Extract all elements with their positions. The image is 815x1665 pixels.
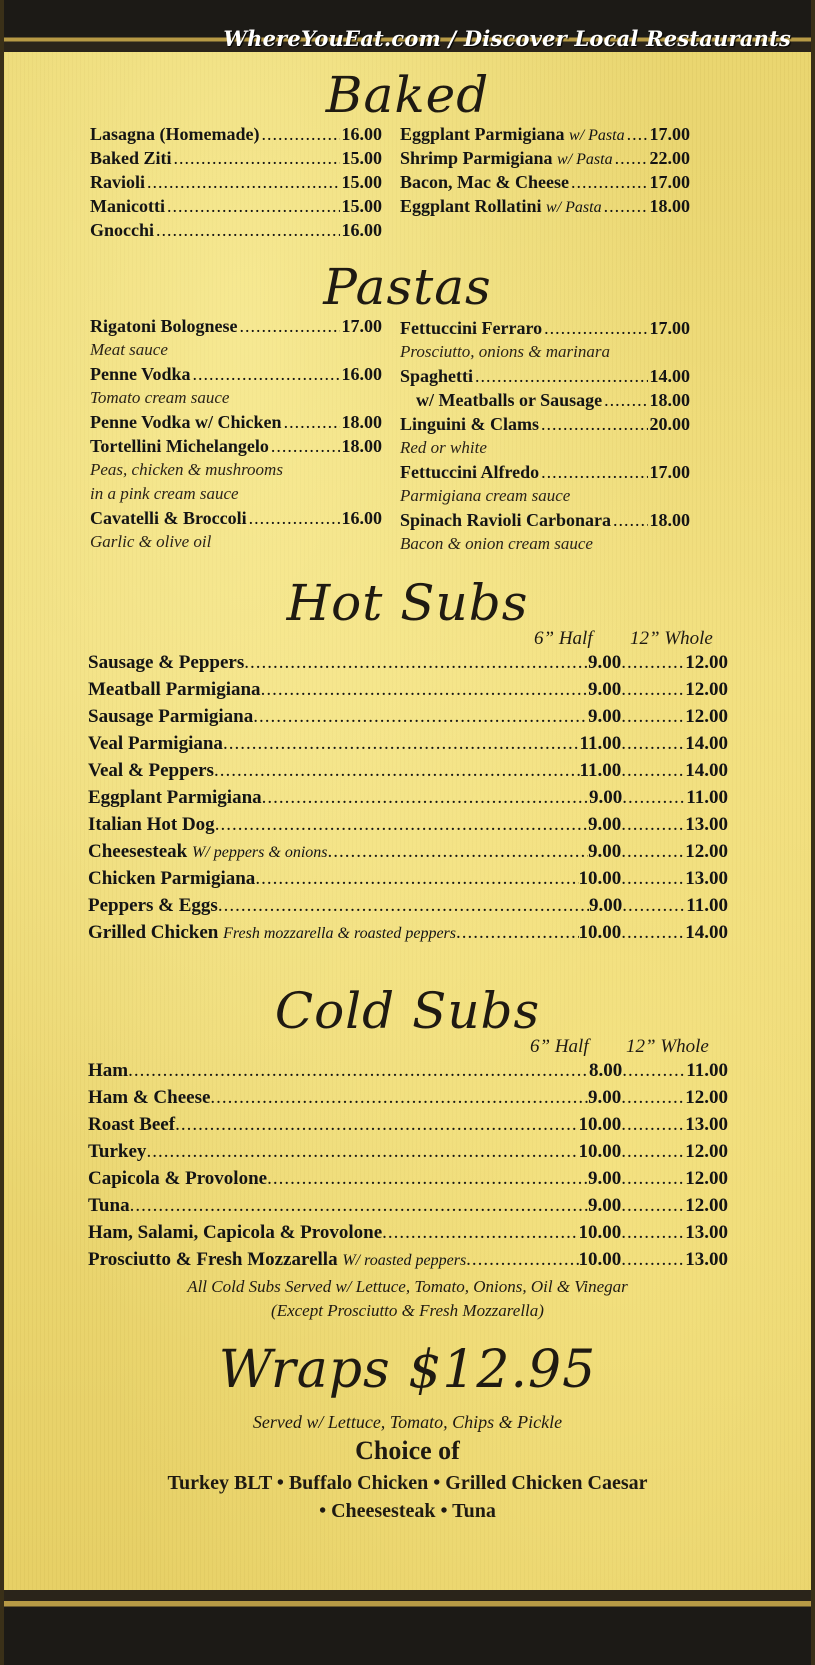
whole-price: 13.00 — [685, 1222, 728, 1243]
whole-price: 12.00 — [685, 1195, 728, 1216]
sub-item — [88, 679, 728, 701]
item-price: 18.00 — [649, 196, 690, 216]
half-price: 9.00 — [588, 841, 622, 862]
half-price: 10.00 — [578, 922, 622, 943]
whole-price: 14.00 — [685, 733, 728, 754]
sub-item — [88, 787, 728, 809]
sub-item — [88, 868, 728, 890]
item-name: w/ Meatballs or Sausage — [416, 390, 603, 410]
item-name: Roast Beef — [88, 1114, 176, 1135]
item-description: Tomato cream sauce — [90, 388, 230, 407]
item-description: Bacon & onion cream sauce — [400, 534, 593, 553]
item-description: in a pink cream sauce — [90, 484, 239, 503]
item-name: Penne Vodka — [90, 364, 191, 384]
item-name: Manicotti — [90, 196, 165, 216]
menu-item — [400, 172, 690, 193]
col-whole-header: 12” Whole — [630, 628, 713, 649]
whole-price: 12.00 — [685, 679, 728, 700]
menu-item — [400, 414, 690, 435]
menu-item — [400, 510, 690, 531]
whole-price: 14.00 — [685, 760, 728, 781]
item-price: 17.00 — [649, 318, 690, 338]
menu-item — [90, 508, 382, 529]
sub-item — [88, 760, 728, 782]
item-name: Ham, Salami, Capicola & Provolone — [88, 1222, 383, 1243]
half-price: 9.00 — [588, 1195, 622, 1216]
item-name: Eggplant Rollatini — [400, 196, 542, 216]
item-name: Ham & Cheese — [88, 1087, 211, 1108]
menu-item — [416, 390, 690, 411]
sub-item — [88, 895, 728, 917]
item-price: 16.00 — [341, 220, 382, 240]
item-price: 18.00 — [649, 390, 690, 410]
half-price: 9.00 — [588, 706, 622, 727]
half-price: 9.00 — [589, 787, 623, 808]
item-price: 22.00 — [649, 148, 690, 168]
item-description: Red or white — [400, 438, 487, 457]
item-price: 16.00 — [341, 364, 382, 384]
sub-item — [88, 1087, 728, 1109]
item-name: Bacon, Mac & Cheese — [400, 172, 569, 192]
item-name: Ravioli — [90, 172, 146, 192]
menu-item — [90, 172, 382, 193]
item-name: Fettuccini Ferraro — [400, 318, 543, 338]
item-price: 18.00 — [649, 510, 690, 530]
wraps-choice-title: Choice of — [355, 1436, 460, 1465]
item-name: Spinach Ravioli Carbonara — [400, 510, 612, 530]
cold-subs-footnote-exception: (Except Prosciutto & Fresh Mozzarella) — [271, 1301, 544, 1320]
sub-item — [88, 652, 728, 674]
item-name: Grilled Chicken — [88, 922, 219, 943]
item-name: Spaghetti — [400, 366, 474, 386]
sub-item — [88, 1222, 728, 1244]
col-half-header: 6” Half — [530, 1036, 589, 1057]
menu-item — [400, 462, 690, 483]
item-name: Italian Hot Dog — [88, 814, 215, 835]
item-price: 15.00 — [341, 172, 382, 192]
sub-item — [88, 1060, 728, 1082]
menu-item — [400, 124, 690, 145]
item-note: w/ Pasta — [569, 127, 625, 144]
item-note: w/ Pasta — [557, 151, 613, 168]
sub-item — [88, 706, 728, 728]
menu-item — [90, 124, 382, 145]
whole-price: 12.00 — [685, 706, 728, 727]
half-price: 10.00 — [578, 1141, 622, 1162]
item-name: Rigatoni Bolognese — [90, 316, 238, 336]
sub-item — [88, 733, 728, 755]
wraps-served-with: Served w/ Lettuce, Tomato, Chips & Pickle — [252, 1412, 563, 1432]
item-price: 18.00 — [341, 436, 382, 456]
item-name: Tuna — [88, 1195, 130, 1216]
menu-item — [400, 366, 690, 387]
item-note: W/ roasted peppers — [342, 1252, 467, 1269]
sub-item — [88, 922, 728, 944]
whole-price: 13.00 — [685, 1114, 728, 1135]
item-name: Penne Vodka w/ Chicken — [90, 412, 282, 432]
item-name: Gnocchi — [90, 220, 155, 240]
item-price: 20.00 — [649, 414, 690, 434]
sub-item — [88, 841, 728, 863]
item-description: Peas, chicken & mushrooms — [90, 460, 283, 479]
item-description: Prosciutto, onions & marinara — [400, 342, 610, 361]
item-name: Baked Ziti — [90, 148, 172, 168]
col-half-header: 6” Half — [534, 628, 593, 649]
item-note: Fresh mozzarella & roasted peppers — [223, 925, 456, 942]
item-note: w/ Pasta — [546, 199, 602, 216]
whole-price: 12.00 — [685, 1087, 728, 1108]
whole-price: 11.00 — [686, 1060, 728, 1081]
item-price: 15.00 — [341, 196, 382, 216]
item-price: 15.00 — [341, 148, 382, 168]
menu-item — [90, 412, 382, 433]
wraps-heading: Wraps $12.95 — [218, 1340, 597, 1400]
item-price: 16.00 — [341, 508, 382, 528]
cold-subs-footnote: All Cold Subs Served w/ Lettuce, Tomato, Onions, Oil & Vinegar — [187, 1277, 628, 1296]
item-price: 17.00 — [341, 316, 382, 336]
half-price: 9.00 — [588, 1168, 622, 1189]
half-price: 10.00 — [578, 1222, 622, 1243]
half-price: 11.00 — [579, 733, 622, 754]
item-name: Linguini & Clams — [400, 414, 540, 434]
item-name: Capicola & Provolone — [88, 1168, 268, 1189]
half-price: 9.00 — [588, 679, 622, 700]
wraps-choices: Turkey BLT • Buffalo Chicken • Grilled Chicken Caesar — [167, 1472, 648, 1494]
whole-price: 13.00 — [685, 868, 728, 889]
whole-price: 12.00 — [685, 841, 728, 862]
item-name: Sausage Parmigiana — [88, 706, 254, 727]
item-price: 17.00 — [649, 172, 690, 192]
sub-item — [88, 814, 728, 836]
whole-price: 11.00 — [686, 787, 728, 808]
item-name: Eggplant Parmigiana — [88, 787, 262, 808]
half-price: 9.00 — [589, 895, 623, 916]
item-note: W/ peppers & onions — [191, 844, 328, 861]
menu-item — [400, 148, 690, 169]
item-price: 16.00 — [341, 124, 382, 144]
menu-item — [90, 196, 382, 217]
sub-item — [88, 1168, 728, 1190]
site-banner[interactable]: WhereYouEat.com / Discover Local Restaurants — [223, 26, 791, 51]
menu-item — [90, 436, 382, 457]
item-name: Cheesesteak — [88, 841, 188, 862]
item-description: Garlic & olive oil — [90, 532, 212, 551]
menu-item — [90, 148, 382, 169]
whole-price: 12.00 — [685, 652, 728, 673]
item-name: Eggplant Parmigiana — [400, 124, 565, 144]
half-price: 10.00 — [578, 1114, 622, 1135]
item-name: Shrimp Parmigiana — [400, 148, 553, 168]
menu-item — [90, 220, 382, 241]
whole-price: 12.00 — [685, 1141, 728, 1162]
item-name: Turkey — [88, 1141, 147, 1162]
half-price: 11.00 — [579, 760, 622, 781]
item-name: Sausage & Peppers — [88, 652, 245, 673]
bottom-border-band — [4, 1590, 811, 1665]
whole-price: 13.00 — [685, 814, 728, 835]
menu-item — [400, 196, 690, 217]
item-name: Fettuccini Alfredo — [400, 462, 540, 482]
sub-item — [88, 1141, 728, 1163]
whole-price: 12.00 — [685, 1168, 728, 1189]
item-name: Ham — [88, 1060, 129, 1081]
item-price: 17.00 — [649, 124, 690, 144]
cold-subs-heading: Cold Subs — [274, 982, 541, 1040]
item-name: Meatball Parmigiana — [88, 679, 261, 700]
menu-item — [90, 316, 382, 337]
menu-item — [90, 364, 382, 385]
half-price: 9.00 — [588, 1087, 622, 1108]
item-name: Chicken Parmigiana — [88, 868, 256, 889]
menu-item — [400, 318, 690, 339]
whole-price: 13.00 — [685, 1249, 728, 1270]
half-price: 9.00 — [588, 814, 622, 835]
item-description: Meat sauce — [90, 340, 168, 359]
col-whole-header: 12” Whole — [626, 1036, 709, 1057]
item-name: Veal Parmigiana — [88, 733, 223, 754]
item-price: 17.00 — [649, 462, 690, 482]
half-price: 10.00 — [578, 1249, 622, 1270]
sub-item — [88, 1114, 728, 1136]
item-price: 14.00 — [649, 366, 690, 386]
sub-item — [88, 1249, 728, 1271]
half-price: 8.00 — [589, 1060, 623, 1081]
item-name: Lasagna (Homemade) — [90, 124, 260, 144]
wraps-choices-continued: • Cheesesteak • Tuna — [319, 1500, 496, 1522]
half-price: 9.00 — [588, 652, 622, 673]
hot-subs-heading: Hot Subs — [286, 574, 529, 632]
item-name: Veal & Peppers — [88, 760, 214, 781]
baked-heading: Baked — [325, 66, 490, 124]
item-name: Prosciutto & Fresh Mozzarella — [88, 1249, 338, 1270]
item-name: Cavatelli & Broccoli — [90, 508, 247, 528]
item-name: Tortellini Michelangelo — [90, 436, 269, 456]
whole-price: 14.00 — [685, 922, 728, 943]
sub-item — [88, 1195, 728, 1217]
half-price: 10.00 — [578, 868, 622, 889]
item-description: Parmigiana cream sauce — [400, 486, 571, 505]
item-price: 18.00 — [341, 412, 382, 432]
pastas-heading: Pastas — [323, 258, 492, 316]
whole-price: 11.00 — [686, 895, 728, 916]
item-name: Peppers & Eggs — [88, 895, 218, 916]
